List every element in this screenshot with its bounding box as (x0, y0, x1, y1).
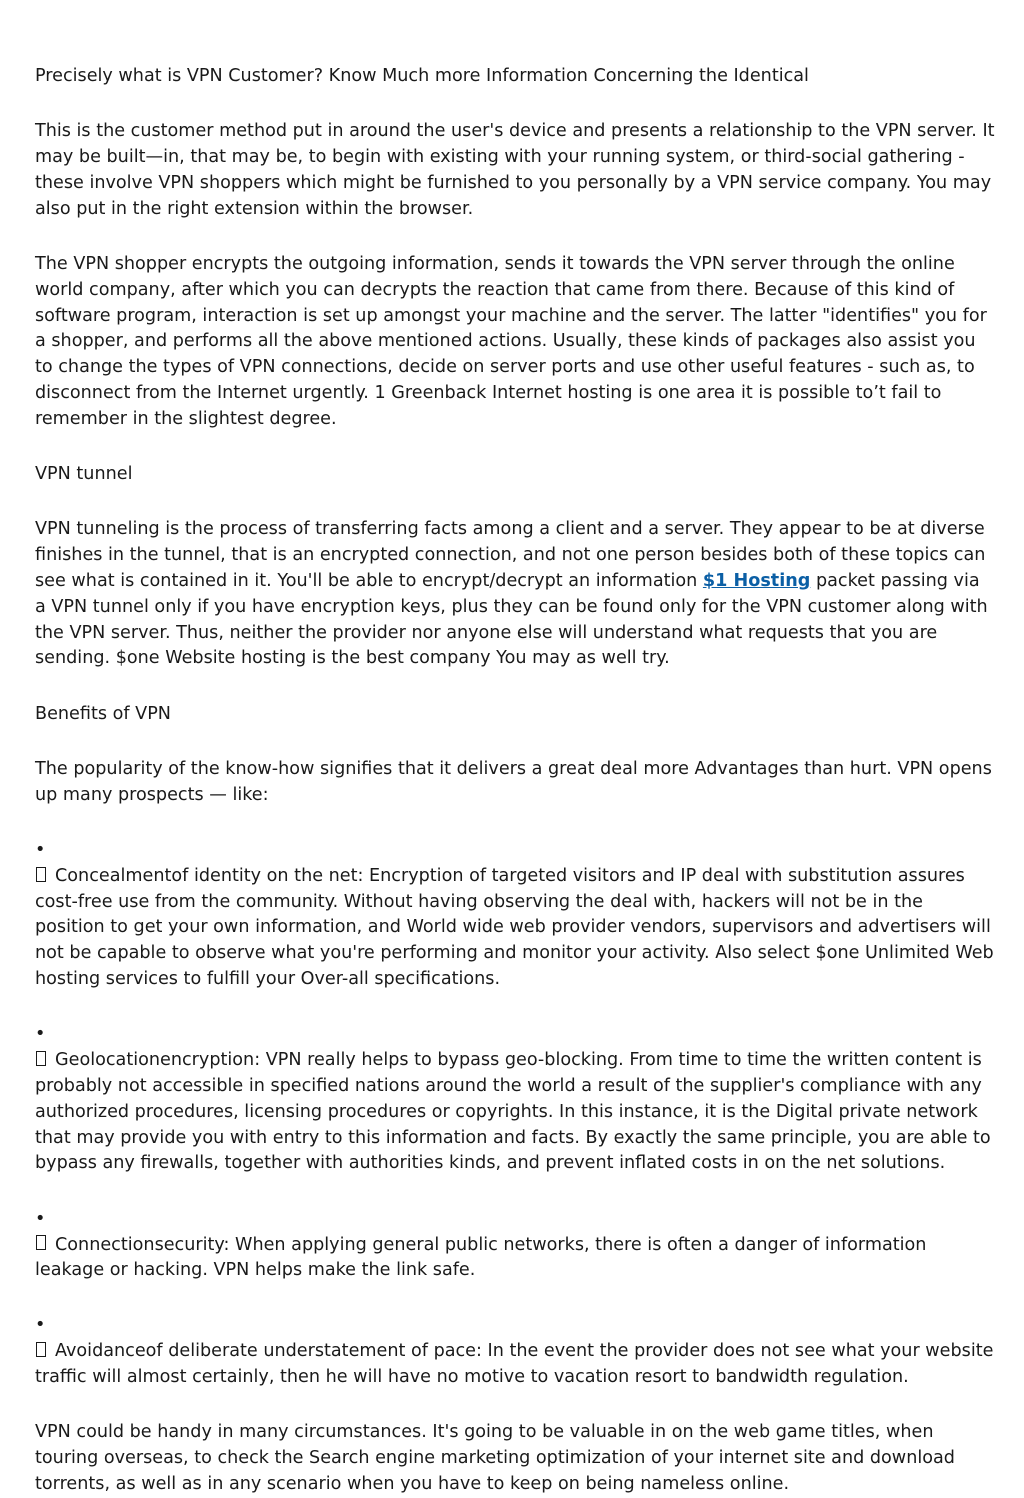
missing-glyph-icon (36, 1051, 46, 1066)
bullet-dot: • (35, 1024, 46, 1045)
bullet-icon (35, 1022, 55, 1074)
encryption-paragraph: The VPN shopper encrypts the outgoing information, sends it towards the VPN server through the online world company, after which you can decrypts the reaction that came from there. Because of this kind of software program, interaction is set up amongst your machine and the server. The latter "identifies" you for a shopper, and performs all the above mentioned actions. Usually, these kinds of packages also assist you to change the types of VPN connections, decide on server ports and use other useful features - such as, to disconnect from the Internet urgently. 1 Greenback Internet hosting is one area it is possible to’t fail to remember in the slightest degree. (35, 253, 987, 429)
tunnel-text-before: VPN tunneling is the process of transferring facts among a client and a server. They appear to be at diverse finishes in the tunnel, that is an encrypted connection, and not one person besides both of these topics can see what is contained in it. You'll be able to encrypt/decrypt an information (35, 519, 986, 591)
bullet-item (35, 838, 995, 993)
bullet-text: of deliberate understatement of pace: In the event the provider does not see what your website traffic will almost certainly, then he will have no motive to vacation resort to bandwidth regulation. (35, 1341, 994, 1388)
bullet-label: Connection (55, 1234, 155, 1255)
bullet-text: of identity on the net: Encryption of targeted visitors and IP deal with substitution assures cost-free use from the community. Without having observing the deal with, hackers will not be in the position to get your own information, and World wide web provider vendors, supervisors and advertisers will not be capable to observe what you're performing and monitor your activity. Also select $one Unlimited Web hosting services to fulfill your Over-all specifications. (35, 865, 994, 990)
bullet-label: Geolocation (55, 1050, 161, 1071)
document-title: Precisely what is VPN Customer? Know Much more Information Concerning the Identical (35, 66, 809, 86)
tunnel-text-after: packet passing via a VPN tunnel only if you have encryption keys, plus they can be found only for the VPN customer along with the VPN server. Thus, neither the provider nor anyone else will understand what requests that you are sending. $one Website hosting is the best company You may as well try. (35, 570, 988, 669)
bullet-item (35, 1313, 995, 1390)
bullet-icon (35, 1207, 55, 1259)
missing-glyph-icon (36, 867, 46, 882)
benefits-intro: The popularity of the know-how signifies that it delivers a great deal more Advantages than hurt. VPN opens up many prospects — like: (35, 758, 992, 805)
closing-paragraph: VPN could be handy in many circumstances. It's going to be valuable in on the web game titles, when touring overseas, to check the Search engine marketing optimization of your internet site and download torrents, as well as in any scenario when you have to keep on being nameless online. (35, 1422, 955, 1494)
bullet-dot: • (35, 1315, 46, 1336)
bullet-text: security: When applying general public networks, there is often a danger of information leakage or hacking. VPN helps make the link safe. (35, 1234, 927, 1281)
tunnel-paragraph (35, 517, 995, 672)
benefits-heading: Benefits of VPN (35, 703, 171, 724)
bullet-text: encryption: VPN really helps to bypass geo-blocking. From time to time the written content is probably not accessible in specified nations around the world a result of the supplier's compliance with any authorized procedures, licensing procedures or copyrights. In this instance, it is the Digital private network that may provide you with entry to this information and facts. By exactly the same principle, you are able to bypass any firewalls, together with authorities kinds, and prevent inflated costs in on the net solutions. (35, 1050, 991, 1174)
bullet-icon (35, 838, 55, 890)
document-body (35, 64, 995, 1498)
bullet-item (35, 1022, 995, 1177)
hosting-link[interactable]: $1 Hosting (702, 570, 811, 591)
bullet-icon (35, 1313, 55, 1365)
intro-paragraph: This is the customer method put in around the user's device and presents a relationship to the VPN server. It may be built—in, that may be, to begin with existing with your running system, or third-social gathering - these involve VPN shoppers which might be furnished to you personally by a VPN service company. You may also put in the right extension within the browser. (35, 121, 995, 219)
bullet-dot: • (35, 840, 46, 861)
missing-glyph-icon (36, 1235, 46, 1250)
bullet-label: Concealment (55, 865, 172, 886)
bullet-dot: • (35, 1208, 46, 1229)
bullet-item (35, 1207, 995, 1284)
missing-glyph-icon (36, 1342, 46, 1357)
tunnel-heading: VPN tunnel (35, 464, 133, 485)
bullet-label: Avoidance (55, 1341, 146, 1362)
